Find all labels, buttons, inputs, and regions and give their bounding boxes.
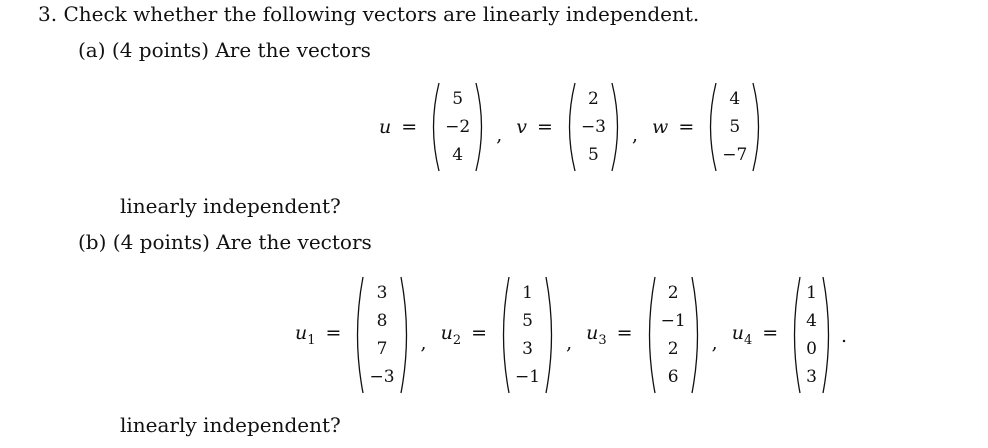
period: . — [840, 325, 848, 347]
right-paren — [610, 82, 624, 172]
column-vector — [563, 82, 624, 172]
right-paren — [690, 276, 704, 394]
equals-sign: = — [471, 322, 488, 345]
vector-name: u — [440, 322, 453, 345]
column-vector — [427, 82, 488, 172]
vector-entry: 3 — [376, 282, 388, 303]
vector-entry: −2 — [445, 116, 471, 137]
left-paren — [497, 276, 511, 394]
vector-name: u — [586, 322, 599, 345]
comma: , — [711, 332, 718, 354]
vector-entry: 6 — [667, 366, 679, 387]
left-paren — [704, 82, 718, 172]
column-vector — [497, 276, 558, 394]
vector-entry: 2 — [667, 338, 679, 359]
vector-entry: −7 — [722, 144, 748, 165]
vector-label — [732, 322, 778, 348]
part-b-vector-equations — [295, 276, 847, 394]
vector-label — [441, 322, 487, 348]
vector-name: v — [516, 116, 528, 138]
right-paren — [821, 276, 835, 394]
vector-entry: 7 — [376, 338, 388, 359]
equals-sign: = — [678, 116, 695, 138]
equals-sign: = — [537, 116, 553, 138]
vector-label — [295, 322, 341, 348]
vector-subscript: 4 — [743, 332, 753, 348]
vector-name: u — [295, 322, 308, 345]
comma: , — [496, 124, 503, 146]
vector-entry: −3 — [369, 366, 395, 387]
column-vector — [351, 276, 412, 394]
equals-sign: = — [616, 322, 633, 345]
part-a-vector-equations — [379, 82, 765, 172]
vector-entry: 3 — [806, 366, 817, 387]
vector-entry: 4 — [452, 144, 464, 165]
vector-label — [379, 116, 417, 138]
vector-entry: 4 — [806, 310, 817, 331]
column-vector — [643, 276, 704, 394]
vector-entry: 2 — [667, 282, 679, 303]
left-paren — [788, 276, 802, 394]
comma: , — [632, 124, 639, 146]
vector-entry: −1 — [660, 310, 686, 331]
vector-name: w — [652, 116, 669, 138]
comma: , — [420, 332, 427, 354]
equals-sign: = — [401, 116, 418, 138]
left-paren — [427, 82, 441, 172]
vector-entry: 1 — [522, 282, 533, 303]
right-paren — [544, 276, 558, 394]
left-paren — [643, 276, 657, 394]
vector-entry: 5 — [522, 310, 533, 331]
vector-entry: −1 — [515, 366, 541, 387]
vector-entry: 5 — [588, 144, 599, 165]
equals-sign: = — [325, 322, 342, 345]
vector-entry: 3 — [522, 338, 533, 359]
vector-subscript: 2 — [452, 332, 462, 348]
vector-name: u — [731, 322, 744, 345]
vector-name: u — [379, 116, 392, 138]
vector-entry: 5 — [452, 88, 464, 109]
left-paren — [351, 276, 365, 394]
vector-label — [652, 116, 694, 138]
vector-entry: 4 — [729, 88, 741, 109]
part-b-tail: linearly independent? — [120, 413, 341, 437]
vector-label — [586, 322, 632, 348]
part-a-prompt: (a) (4 points) Are the vectors — [78, 38, 371, 62]
vector-entry: 1 — [806, 282, 817, 303]
vector-entry: −3 — [580, 116, 606, 137]
vector-entry: 2 — [588, 88, 599, 109]
column-vector — [788, 276, 835, 394]
vector-subscript: 1 — [307, 332, 316, 348]
right-paren — [474, 82, 488, 172]
right-paren — [751, 82, 765, 172]
vector-entry: 8 — [376, 310, 388, 331]
comma: , — [566, 332, 573, 354]
right-paren — [399, 276, 413, 394]
vector-subscript: 3 — [598, 332, 607, 348]
vector-entry: 5 — [729, 116, 741, 137]
vector-entry: 0 — [806, 338, 817, 359]
problem-heading: 3. Check whether the following vectors are linearly independent. — [38, 2, 700, 26]
column-vector — [704, 82, 765, 172]
vector-label — [516, 116, 553, 138]
left-paren — [563, 82, 577, 172]
part-b-prompt: (b) (4 points) Are the vectors — [78, 230, 372, 254]
part-a-tail: linearly independent? — [120, 194, 341, 218]
equals-sign: = — [762, 322, 779, 345]
